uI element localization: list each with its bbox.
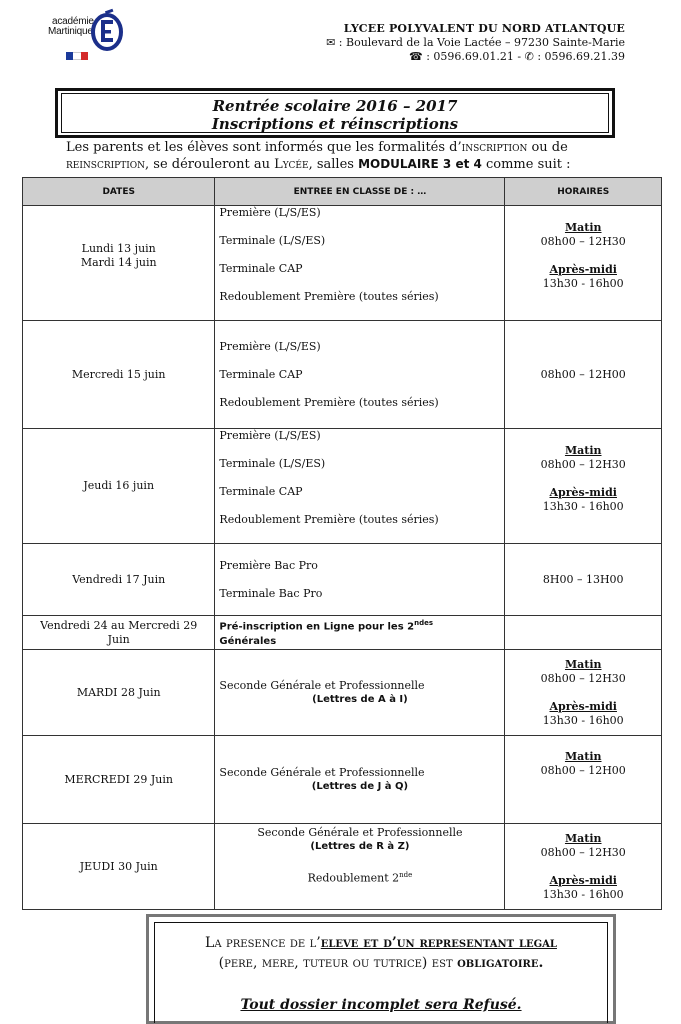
envelope-icon: ✉: [326, 36, 336, 49]
row-date: Vendredi 24 au Mercredi 29 Juin: [23, 616, 215, 650]
row-hours: 8H00 – 13H00: [505, 544, 662, 616]
school-phones: ☎ : 0596.69.01.21 - ✆ : 0596.69.21.39: [409, 50, 625, 63]
logo-e-icon: [90, 8, 124, 52]
notice-box: [146, 914, 616, 1024]
row-classes: Première (L/S/ES) Terminale (L/S/ES) Terminale CAP Redoublement Première (toutes séries): [215, 429, 505, 544]
header-hours: HORAIRES: [505, 178, 662, 206]
row-date: Lundi 13 juin Mardi 14 juin: [23, 206, 215, 321]
table-row: [23, 206, 662, 321]
row-classes: Première Bac Pro Terminale Bac Pro: [215, 544, 505, 616]
title-line2: Inscriptions et réinscriptions: [211, 115, 459, 133]
intro-paragraph: Les parents et les élèves sont informés que les formalités d’inscription ou de reinscription, se dérouleront au Lycée, salles MODULAIRE 3 et 4 comme suit :: [66, 140, 571, 172]
header-classes: ENTREE EN CLASSE DE : …: [215, 178, 505, 206]
row-classes: Seconde Générale et Professionnelle (Lettres de A à I): [215, 650, 505, 736]
row-date: Vendredi 17 Juin: [23, 544, 215, 616]
notice-line1: La presence de l’eleve et d’un representant legal: [205, 935, 557, 951]
academie-logo: [44, 8, 124, 62]
row-classes: Seconde Générale et Professionnelle (Lettres de R à Z) Redoublement 2nde: [215, 824, 505, 910]
row-hours: Matin 08h00 – 12H30 Après-midi 13h30 - 16h00: [505, 650, 662, 736]
logo-text-martinique: Martinique: [48, 26, 93, 37]
table-row: [23, 650, 662, 736]
row-date: Jeudi 16 juin: [23, 429, 215, 544]
logo-text-academie: académie: [52, 16, 94, 27]
row-hours: Matin 08h00 – 12H30 Après-midi 13h30 - 16h00: [505, 824, 662, 910]
telephone-icon: ☎: [409, 50, 423, 63]
table-row: [23, 429, 662, 544]
school-name: LYCEE POLYVALENT DU NORD ATLANTQUE: [343, 22, 625, 35]
row-classes: Première (L/S/ES) Terminale CAP Redoublement Première (toutes séries): [215, 321, 505, 429]
row-classes: Première (L/S/ES) Terminale (L/S/ES) Terminale CAP Redoublement Première (toutes séries): [215, 206, 505, 321]
schedule-table: [22, 177, 662, 910]
row-hours: Matin 08h00 – 12H30 Après-midi 13h30 - 16h00: [505, 206, 662, 321]
table-row: [23, 824, 662, 910]
header-dates: DATES: [23, 178, 215, 206]
notice-line2: (pere, mere, tuteur ou tutrice) est obligatoire.: [218, 955, 544, 971]
table-row: [23, 544, 662, 616]
row-hours: [505, 616, 662, 650]
table-row: [23, 321, 662, 429]
title-line1: Rentrée scolaire 2016 – 2017: [212, 97, 458, 115]
row-date: MERCREDI 29 Juin: [23, 736, 215, 824]
fax-icon: ✆: [524, 50, 534, 63]
row-hours: Matin 08h00 – 12H30 Après-midi 13h30 - 16h00: [505, 429, 662, 544]
row-hours: Matin 08h00 – 12H00: [505, 736, 662, 824]
row-classes: Seconde Générale et Professionnelle (Lettres de J à Q): [215, 736, 505, 824]
row-date: JEUDI 30 Juin: [23, 824, 215, 910]
row-date: MARDI 28 Juin: [23, 650, 215, 736]
table-row: [23, 736, 662, 824]
row-classes: Pré-inscription en Ligne pour les $2^{ndes}$ Générales: [215, 616, 505, 650]
table-header-row: [23, 178, 662, 206]
row-hours: 08h00 – 12H00: [505, 321, 662, 429]
school-info: [326, 22, 625, 64]
school-address: ✉ : Boulevard de la Voie Lactée – 97230 Sainte-Marie: [326, 36, 625, 49]
republic-flag-icon: [66, 52, 88, 60]
notice-line3: Tout dossier incomplet sera Refusé.: [240, 997, 522, 1013]
table-row: [23, 616, 662, 650]
title-box: [55, 88, 615, 138]
row-date: Mercredi 15 juin: [23, 321, 215, 429]
